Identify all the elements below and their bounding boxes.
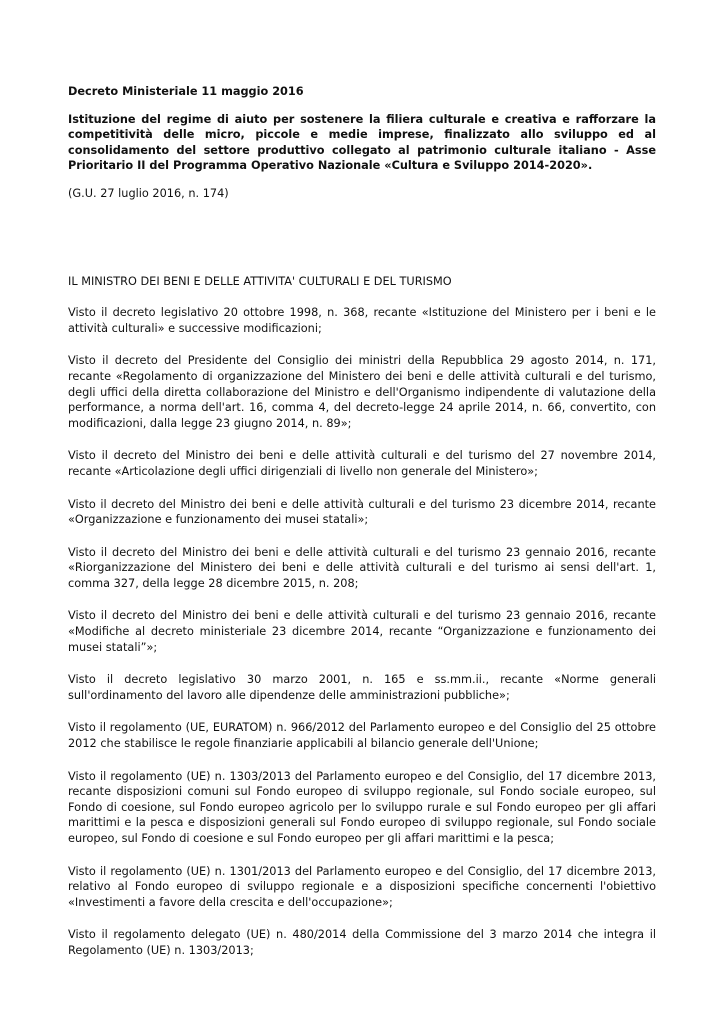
preamble-paragraph: Visto il regolamento (UE) n. 1301/2013 del Parlamento europeo e del Consiglio, del 17 dicembre 2013, relativo al Fondo europeo di sviluppo regionale e a disposizioni specifiche concernenti l'obiettivo «Investimenti a favore della crescita e dell'occupazione»; [68, 864, 656, 909]
document-title: Decreto Ministeriale 11 maggio 2016 [68, 85, 304, 98]
gazette-reference: (G.U. 27 luglio 2016, n. 174) [68, 186, 229, 200]
preamble-paragraph: Visto il regolamento (UE) n. 1303/2013 del Parlamento europeo e del Consiglio, del 17 dicembre 2013, recante disposizioni comuni sul Fondo europeo di sviluppo regionale, sul Fondo sociale europeo, sul Fondo di coesione, sul Fondo europeo agricolo per lo sviluppo rurale e sul Fondo europeo per gli affari marittimi e la pesca e disposizioni generali sul Fondo europeo di sviluppo regionale, sul Fondo sociale europeo, sul Fondo di coesione e sul Fondo europeo per gli affari marittimi e la pesca; [68, 769, 656, 845]
preamble-paragraph: Visto il regolamento (UE, EURATOM) n. 966/2012 del Parlamento europeo e del Consiglio del 25 ottobre 2012 che stabilisce le regole finanziarie applicabili al bilancio generale dell'Unione; [68, 721, 656, 751]
preamble-paragraph: Visto il decreto del Presidente del Consiglio dei ministri della Repubblica 29 agosto 2014, n. 171, recante «Regolamento di organizzazione del Ministero dei beni e delle attività culturali e del turismo, degli uffici della diretta collaborazione del Ministro e dell'Organismo indipendente di valutazione della performance, a norma dell'art. 16, comma 4, del decreto-legge 24 aprile 2014, n. 66, convertito, con modificazioni, dalla legge 23 giugno 2014, n. 89»; [68, 354, 656, 430]
document-subject: Istituzione del regime di aiuto per sostenere la filiera culturale e creativa e rafforzare la competitività delle micro, piccole e medie imprese, finalizzato allo sviluppo ed al consolidamento del settore produttivo collegato al patrimonio culturale italiano - Asse Prioritario II del Programma Operativo Nazionale «Cultura e Sviluppo 2014-2020». [68, 112, 656, 173]
preamble-paragraph: Visto il decreto del Ministro dei beni e delle attività culturali e del turismo del 27 novembre 2014, recante «Articolazione degli uffici dirigenziali di livello non generale del Ministero»; [68, 449, 656, 478]
preamble-paragraph: Visto il regolamento delegato (UE) n. 480/2014 della Commissione del 3 marzo 2014 che integra il Regolamento (UE) n. 1303/2013; [68, 928, 656, 957]
preamble-paragraph: Visto il decreto del Ministro dei beni e delle attività culturali e del turismo 23 dicembre 2014, recante «Organizzazione e funzionamento dei musei statali»; [68, 497, 656, 527]
preamble-paragraph: Visto il decreto legislativo 20 ottobre 1998, n. 368, recante «Istituzione del Ministero per i beni e le attività culturali» e successive modificazioni; [68, 306, 656, 335]
section-spacer [68, 202, 656, 274]
preamble-paragraph: Visto il decreto del Ministro dei beni e delle attività culturali e del turismo 23 gennaio 2016, recante «Modifiche al decreto ministeriale 23 dicembre 2014, recante “Organizzazione e funzionamento dei musei statali”»; [68, 609, 656, 654]
preamble-paragraph: Visto il decreto legislativo 30 marzo 2001, n. 165 e ss.mm.ii., recante «Norme generali sull'ordinamento del lavoro alle dipendenze delle amministrazioni pubbliche»; [68, 673, 656, 702]
minister-heading: IL MINISTRO DEI BENI E DELLE ATTIVITA' CULTURALI E DEL TURISMO [68, 274, 452, 288]
preamble-paragraph: Visto il decreto del Ministro dei beni e delle attività culturali e del turismo 23 gennaio 2016, recante «Riorganizzazione del Ministero dei beni e delle attività culturali e del turismo ai sensi dell'art. 1, comma 327, della legge 28 dicembre 2015, n. 208; [68, 545, 656, 590]
document-page [68, 84, 656, 976]
